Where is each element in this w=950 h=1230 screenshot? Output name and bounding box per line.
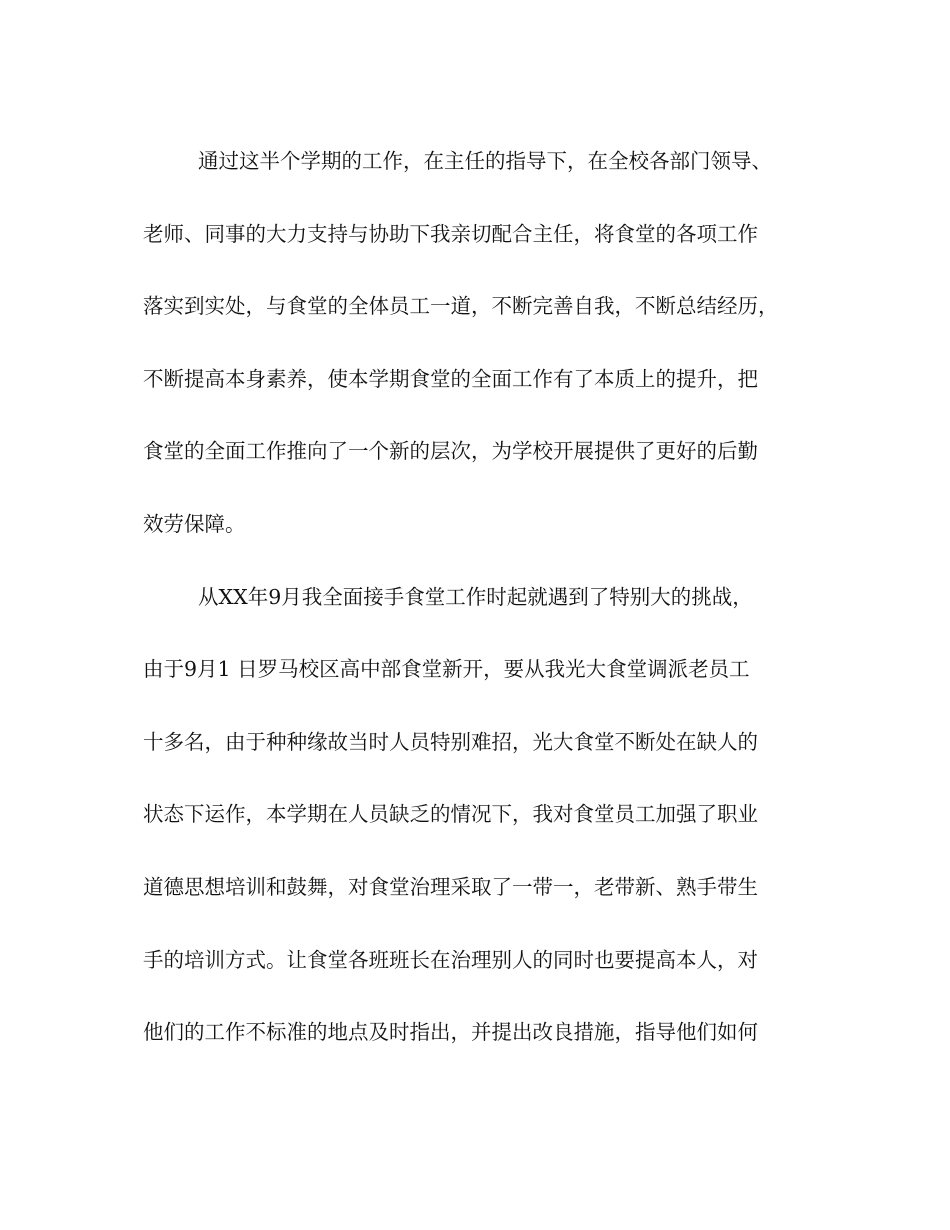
text-line: 由于9月1 日罗马校区高中部食堂新开，要从我光大食堂调派老员工 <box>143 657 750 682</box>
text-line: 他们的工作不标准的地点及时指出，并提出改良措施，指导他们如何 <box>143 1020 758 1045</box>
text-line: 手的培训方式。让食堂各班班长在治理别人的同时也要提高本人，对 <box>143 947 758 972</box>
text-line: 效劳保障。 <box>143 511 246 536</box>
paragraph-2 <box>143 574 811 1082</box>
text-line: 食堂的全面工作推向了一个新的层次，为学校开展提供了更好的后勤 <box>143 439 758 464</box>
text-line: 状态下运作，本学期在人员缺乏的情况下，我对食堂员工加强了职业 <box>143 802 758 827</box>
text-line: 十多名，由于种种缘故当时人员特别难招，光大食堂不断处在缺人的 <box>143 729 758 754</box>
text-line: 老师、同事的大力支持与协助下我亲切配合主任，将食堂的各项工作 <box>143 221 758 246</box>
document-body <box>143 138 811 1082</box>
text-line: 道德思想培训和鼓舞，对食堂治理采取了一带一，老带新、熟手带生 <box>143 874 758 899</box>
text-line: 落实到实处，与食堂的全体员工一道，不断完善自我，不断总结经历， <box>143 294 779 319</box>
text-line: 通过这半个学期的工作，在主任的指导下，在全校各部门领导、 <box>198 149 772 173</box>
text-line: 从XX年9月我全面接手食堂工作时起就遇到了特别大的挑战， <box>198 584 753 609</box>
paragraph-1 <box>143 138 811 574</box>
text-line: 不断提高本身素养，使本学期食堂的全面工作有了本质上的提升，把 <box>143 366 758 391</box>
